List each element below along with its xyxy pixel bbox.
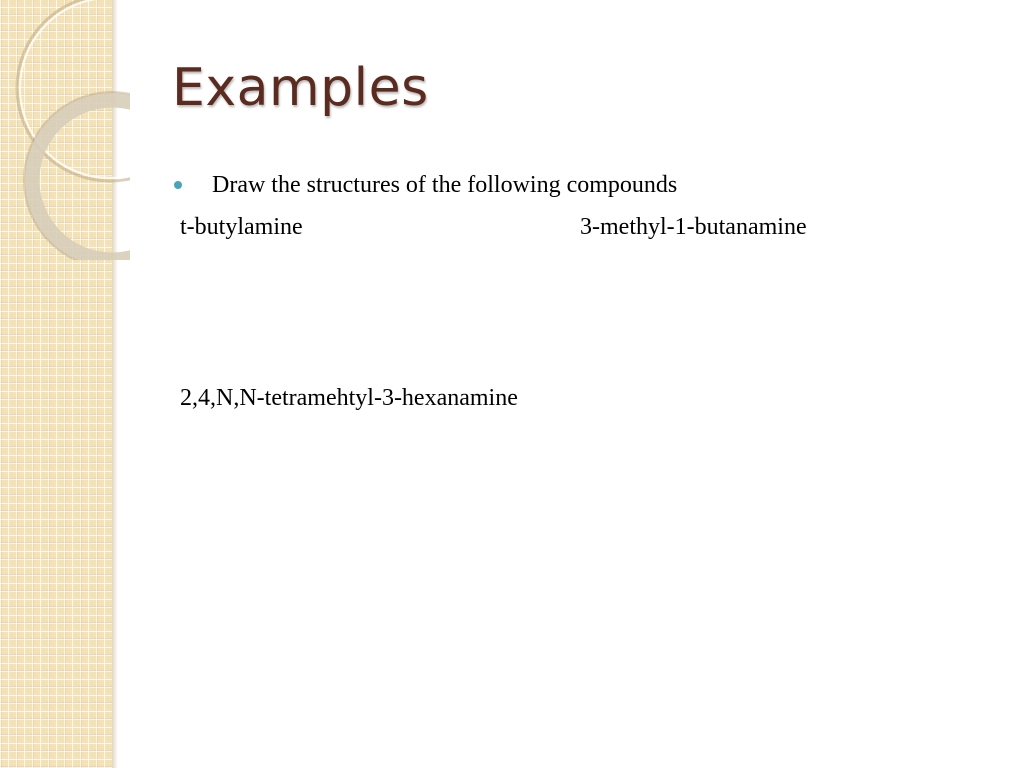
compound-name: 2,4,N,N-tetramehtyl-3-hexanamine xyxy=(180,385,518,411)
bullet-dot-icon xyxy=(174,181,182,189)
compound-name: t-butylamine xyxy=(180,214,303,240)
bullet-item xyxy=(182,172,678,198)
slide-title: Examples xyxy=(172,58,429,118)
compound-name: 3-methyl-1-butanamine xyxy=(580,214,807,240)
sidebar-pattern xyxy=(0,0,112,768)
sidebar-edge-shadow xyxy=(112,0,118,768)
bullet-text: Draw the structures of the following compounds xyxy=(212,172,678,198)
